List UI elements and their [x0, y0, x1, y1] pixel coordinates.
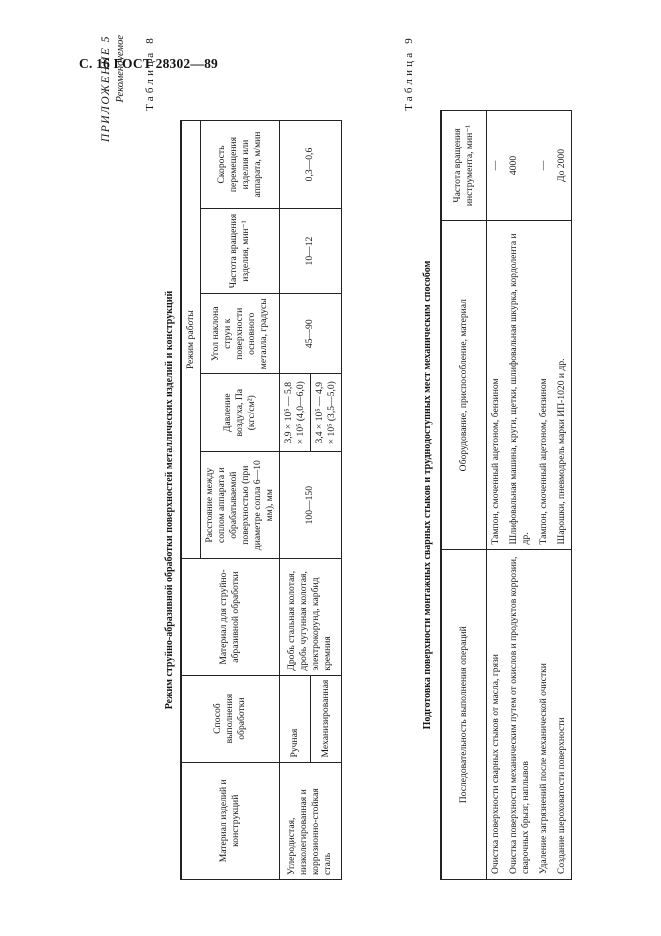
t8-header-regime: Режим работы — [181, 121, 200, 559]
t9-row4-speed: До 2000 — [553, 111, 571, 221]
t8-header-distance: Расстояние между соплом аппарата и обрабатываемой поверхностью (при диаметре сопла 6—10 мм), мм — [200, 451, 279, 558]
appendix-title: ПРИЛОЖЕНИЕ 5 — [100, 35, 112, 143]
page-header: С. 16 ГОСТ 28302—89 — [79, 56, 218, 71]
t8-rotation-cell: 10—12 — [279, 209, 341, 294]
table8-header-row-1 — [181, 121, 200, 880]
t8-header-method: Способ выполнения обработки — [181, 675, 279, 762]
table9-header-row — [441, 111, 486, 880]
table-row — [505, 111, 535, 880]
t9-row1-sequence: Очистка поверхности сварных стыков от масла, грязи — [486, 550, 504, 880]
t9-row4-equipment: Шарошки, пневмодрель марки ИП-1020 и др. — [553, 220, 571, 550]
t8-speed-cell: 0,3—0,6 — [279, 121, 341, 209]
t8-header-abrasive: Материал для струйно-абразивной обработки — [181, 559, 279, 675]
t9-row2-sequence: Очистка поверхности механическим путем от окислов и продуктов коррозии, сварочных брызг, наплывов — [505, 550, 535, 880]
table8-title: Режим струйно-абразивной обработки поверхностей металлических изделий и конструкций — [164, 290, 175, 710]
table8-row-manual — [279, 121, 310, 880]
t8-method-manual: Ручная — [279, 675, 310, 762]
t8-method-mechanized: Механизированная — [310, 675, 341, 762]
t8-header-material: Материал изделий и конструкций — [181, 762, 279, 879]
t8-pressure-mechanized: 3,4 × 10⁵ — 4,9 × 10⁵ (3,5—5,0) — [310, 374, 341, 452]
t8-header-pressure: Давление воздуха, Па (кгс/см²) — [200, 374, 279, 452]
t8-header-rotation: Частота вращения изделия, мин⁻¹ — [200, 209, 279, 294]
t9-row3-equipment: Тампон, смоченный ацетоном, бензином — [535, 220, 553, 550]
t8-angle-cell: 45—90 — [279, 294, 341, 374]
t8-distance-cell: 100—150 — [279, 451, 341, 558]
t9-header-speed: Частота вращения инструмента, мин⁻¹ — [441, 111, 486, 221]
t9-header-equipment: Оборудование, приспособление, материал — [441, 220, 486, 550]
t8-pressure-manual: 3,9 × 10⁵ — 5,8 × 10⁵ (4,0—6,0) — [279, 374, 310, 452]
t9-row1-speed: — — [486, 111, 504, 221]
table9-label: Таблица 9 — [403, 35, 415, 111]
t9-row4-sequence: Создание шероховатости поверхности — [553, 550, 571, 880]
t9-row3-speed: — — [535, 111, 553, 221]
table-row — [535, 111, 553, 880]
table-row — [486, 111, 504, 880]
table8-label: Таблица 8 — [144, 35, 156, 111]
table9-title: Подготовка поверхности монтажных сварных стыков и труднодоступных мест механическим способом — [422, 260, 433, 730]
appendix-subtitle: Рекомендуемое — [115, 35, 126, 103]
t8-header-speed: Скорость перемещения изделия или аппарата, м/мин — [200, 121, 279, 209]
t9-header-sequence: Последовательность выполнения операций — [441, 550, 486, 880]
t9-row1-equipment: Тампон, смоченный ацетоном, бензином — [486, 220, 504, 550]
table8 — [180, 120, 342, 880]
table9 — [440, 110, 572, 880]
t9-row2-speed: 4000 — [505, 111, 535, 221]
rotated-content — [88, 30, 648, 880]
t8-material-cell: Углеродистая, низколегированная и коррозионно-стойкая сталь — [279, 762, 341, 879]
t9-row3-sequence: Удаление загрязнений после механической очистки — [535, 550, 553, 880]
t8-header-angle: Угол наклона струи к поверхности основного металла, градусы — [200, 294, 279, 374]
t9-row2-equipment: Шлифовальная машина, круги, щетки, шлифовальная шкурка, кордолента и др. — [505, 220, 535, 550]
t8-abrasive-cell: Дробь стальная колотая, дробь чугунная колотая, электрокорунд, карбид кремния — [279, 559, 341, 675]
appendix-block — [100, 35, 126, 175]
table-row — [553, 111, 571, 880]
